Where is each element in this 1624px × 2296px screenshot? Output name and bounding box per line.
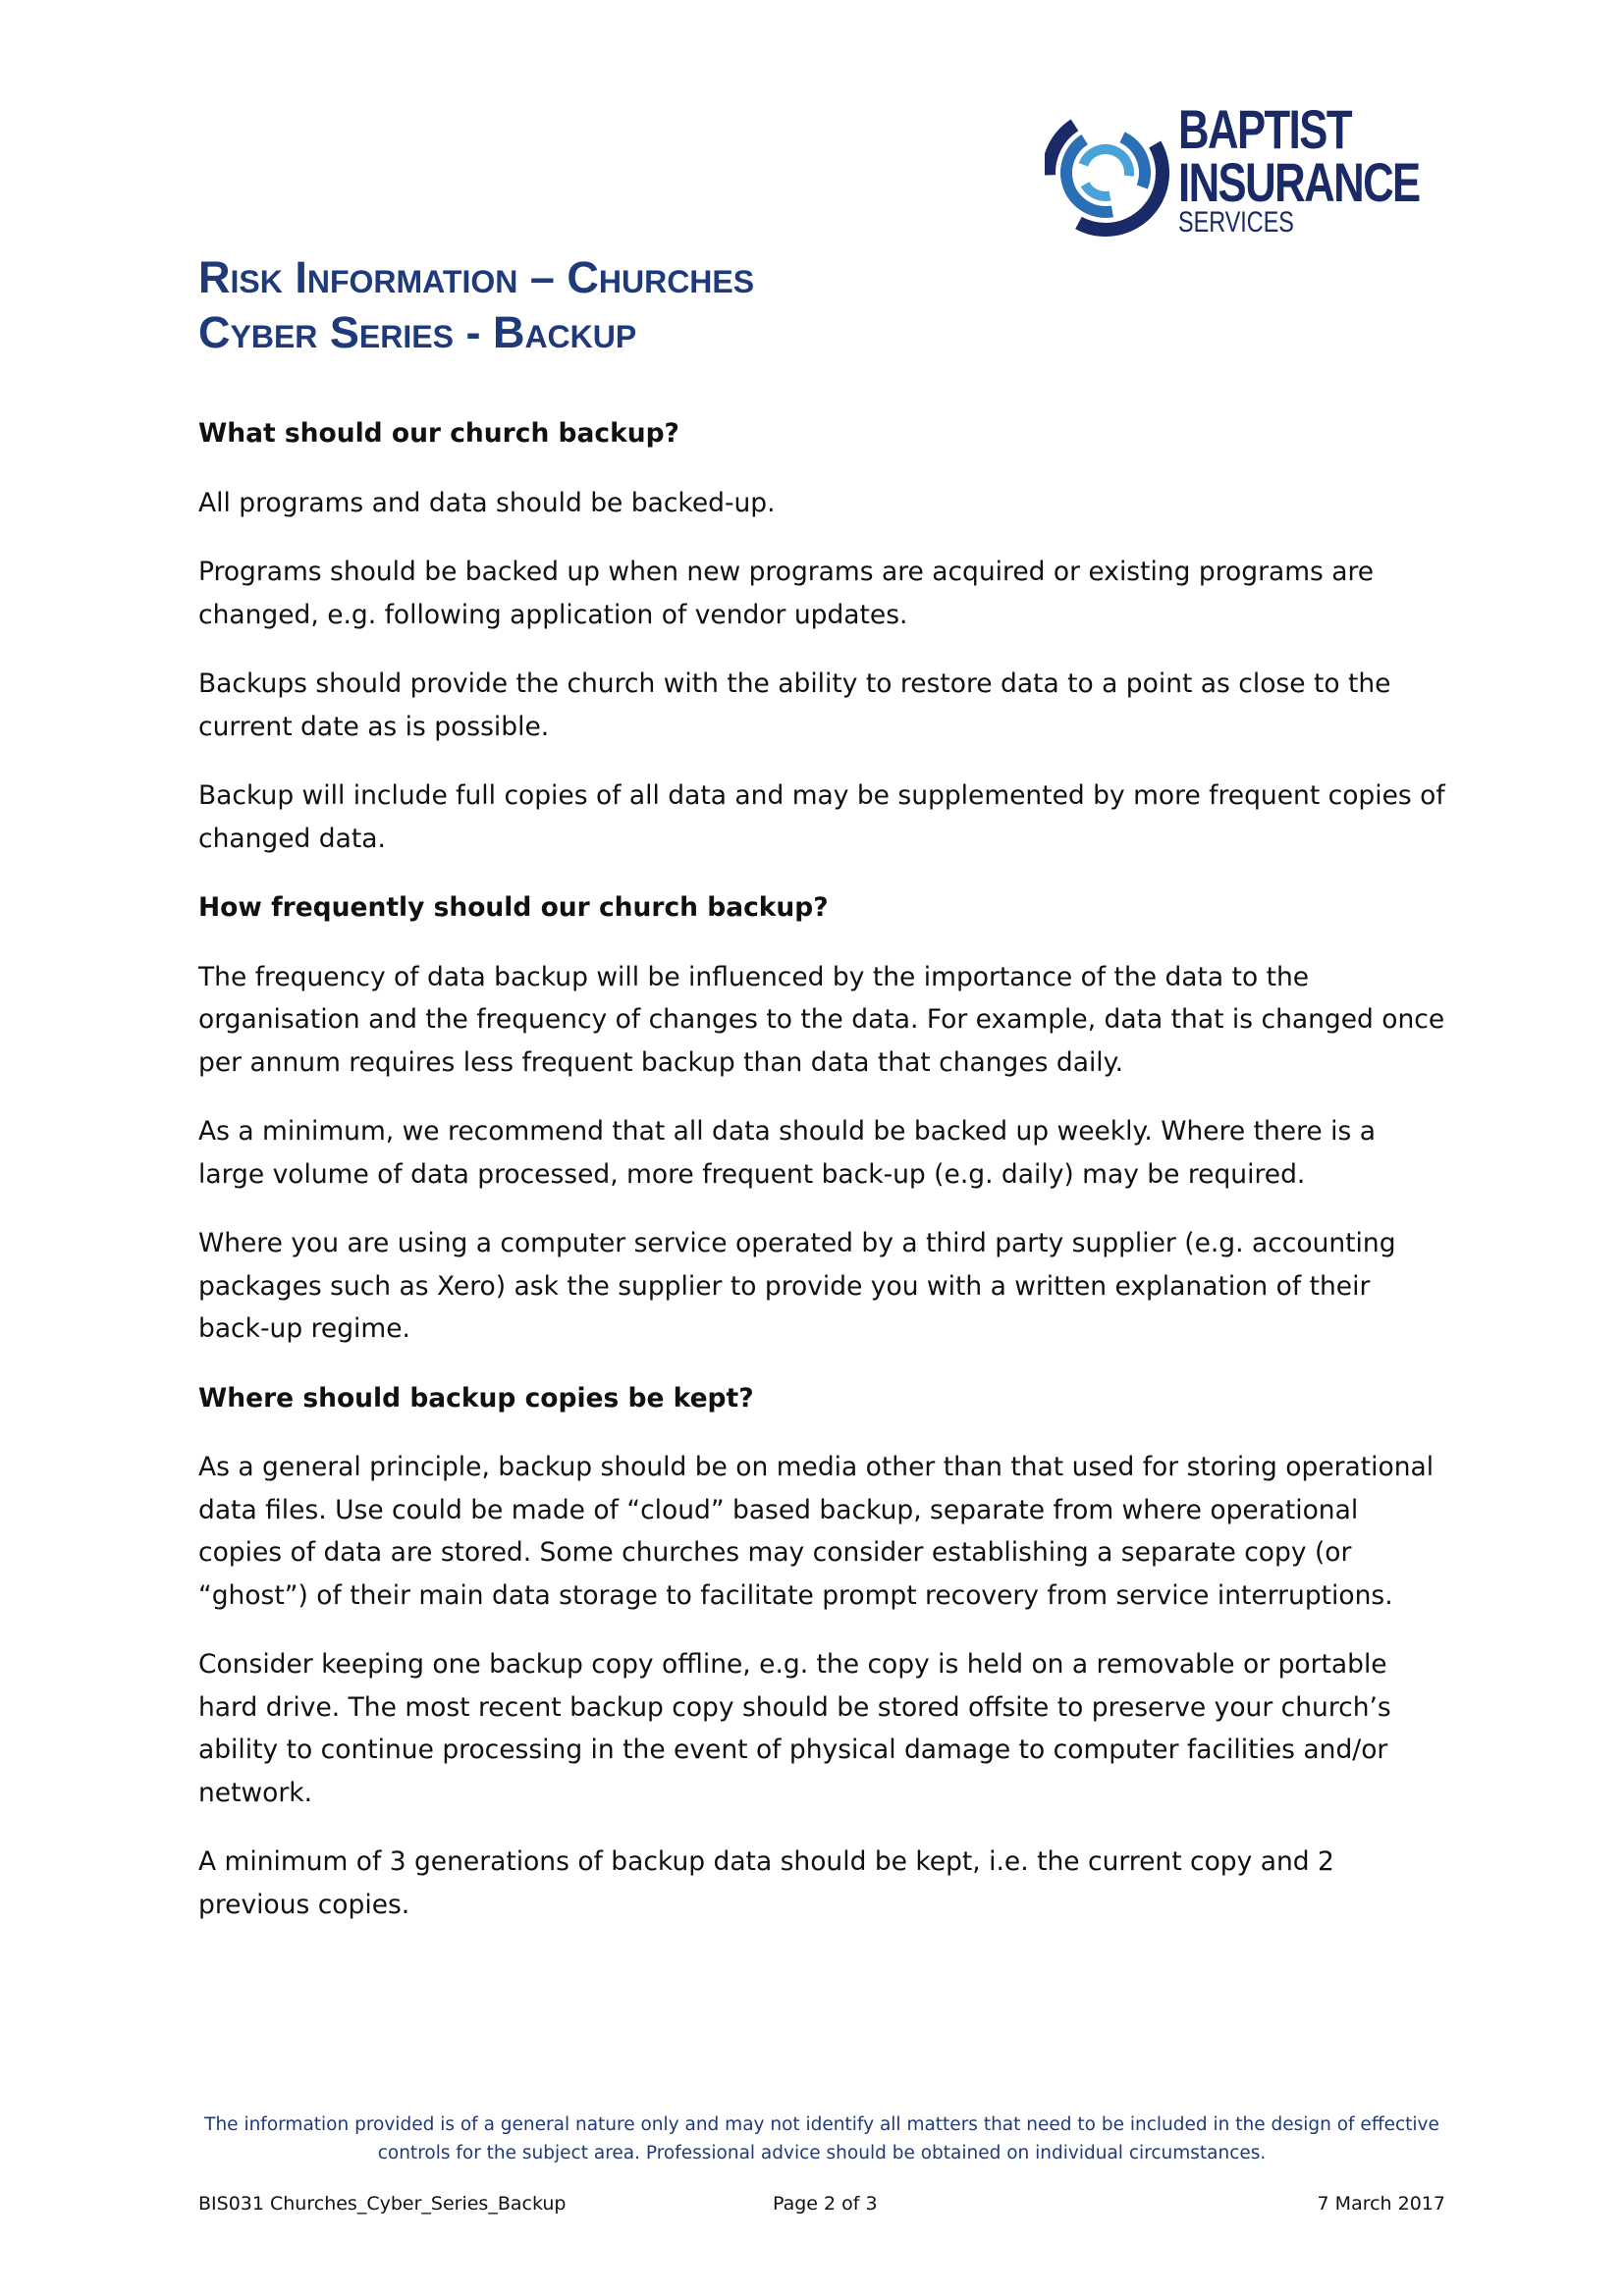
paragraph: Backup will include full copies of all data and may be supplemented by more frequent copies of changed data. [198,780,1445,854]
page-footer [198,2193,1445,2222]
section-what-to-backup [198,412,1445,860]
disclaimer-line-2: controls for the subject area. Professional advice should be obtained on individual circumstances. [377,2143,1267,2163]
paragraph: Consider keeping one backup copy offline, e.g. the copy is held on a removable or portable hard drive. The most recent backup copy should be stored offsite to preserve your church’s ability to continue processing in the event of physical damage to computer facilities and/or network. [198,1649,1391,1808]
logo-text-line1: BAPTIST [1178,98,1351,160]
section-backup-frequency [198,886,1445,1351]
section-backup-location [198,1377,1445,1927]
paragraph: As a general principle, backup should be on media other than that used for storing operational data files. Use could be made of “cloud” based backup, separate from where operational copies of data are stored. Some churches may consider establishing a separate copy (or “ghost”) of their main data storage to facilitate prompt recovery from service interruptions. [198,1452,1435,1611]
title-line-1: Risk Information – Churches [198,252,755,302]
disclaimer [198,2110,1445,2167]
paragraph: The frequency of data backup will be influenced by the importance of the data to the organisation and the frequency of changes to the data. For example, data that is changed once per annum requires less frequent backup than data that changes daily. [198,961,1445,1078]
paragraph: Backups should provide the church with the ability to restore data to a point as close to the current date as is possible. [198,668,1391,742]
logo-text-line3: SERVICES [1178,206,1294,239]
logo-wordmark [1178,98,1488,239]
footer-date: 7 March 2017 [1317,2193,1445,2215]
section-heading: How frequently should our church backup? [198,892,829,923]
company-logo [1045,98,1447,249]
footer-page-number: Page 2 of 3 [773,2193,878,2215]
paragraph: Programs should be backed up when new programs are acquired or existing programs are changed, e.g. following application of vendor updates. [198,557,1375,630]
paragraph: All programs and data should be backed-up. [198,487,776,518]
footer-doc-id: BIS031 Churches_Cyber_Series_Backup [198,2193,567,2215]
paragraph: As a minimum, we recommend that all data should be backed up weekly. Where there is a large volume of data processed, more frequent back-up (e.g. daily) may be required. [198,1116,1376,1190]
section-heading: What should our church backup? [198,418,679,449]
disclaimer-line-1: The information provided is of a general nature only and may not identify all matters that need to be included in the design of effective [204,2114,1439,2135]
document-title [198,250,754,360]
logo-swirl-icon [1045,102,1172,249]
logo-text-line2: INSURANCE [1178,151,1420,213]
title-line-2: Cyber Series - Backup [198,307,637,357]
paragraph: Where you are using a computer service operated by a third party supplier (e.g. accounting packages such as Xero) ask the supplier to provide you with a written explanation of their back-up regime. [198,1228,1396,1344]
paragraph: A minimum of 3 generations of backup data should be kept, i.e. the current copy and 2 previous copies. [198,1846,1334,1920]
section-heading: Where should backup copies be kept? [198,1382,754,1414]
document-body [198,412,1445,1952]
